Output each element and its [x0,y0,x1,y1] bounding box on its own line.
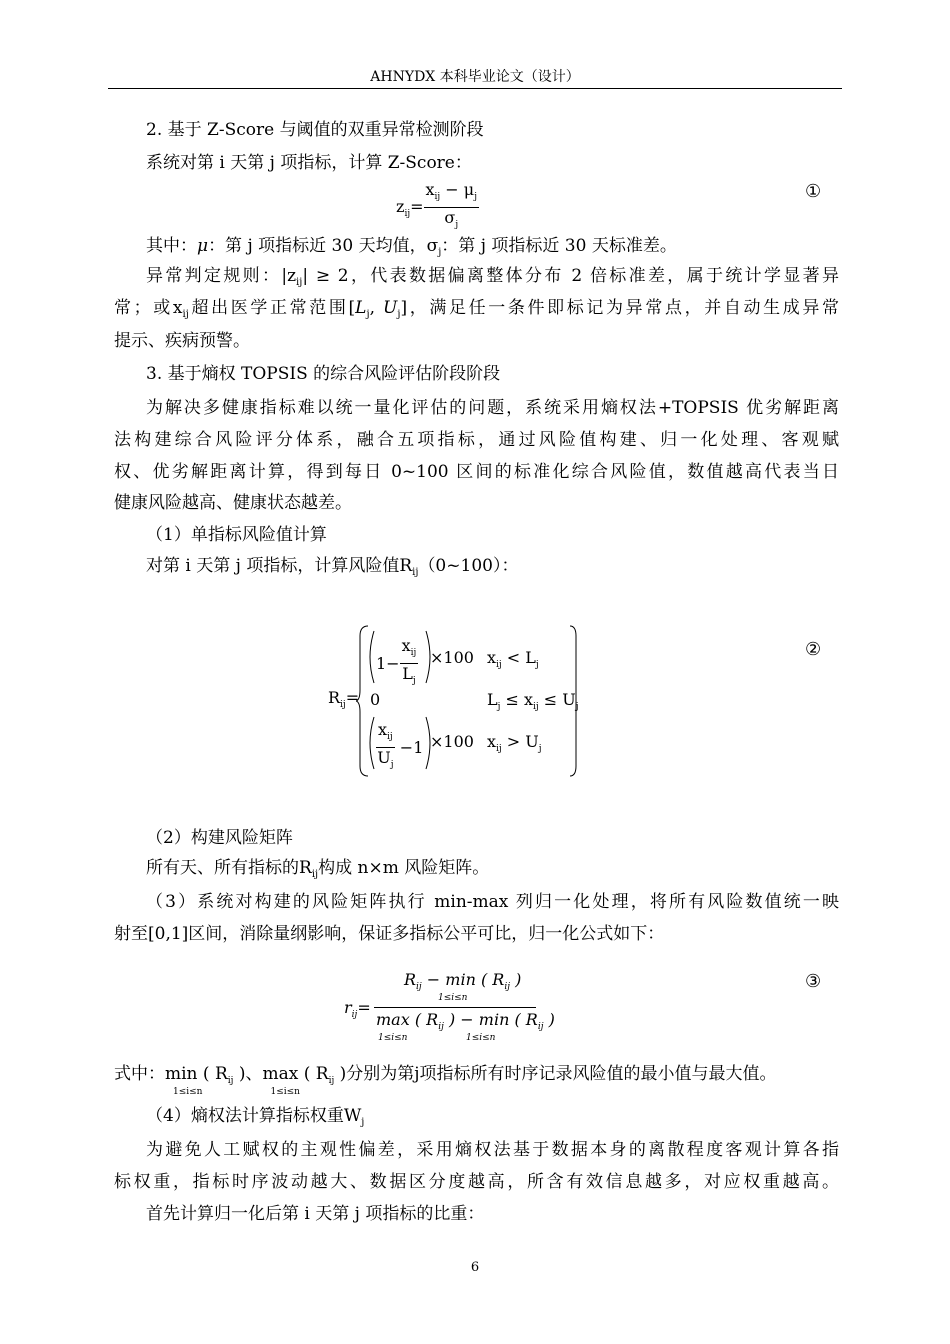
paragraph-line: 所有天、所有指标的$R_{ij}$构成 n×m 风险矩阵。 [146,858,490,880]
paragraph-line: 其中：μ：第 j 项指标近 30 天均值，$\sigma_j$：第 j 项指标近 30 天标准差。 [146,236,677,258]
equation-number-3: ③ [805,971,822,992]
equation-number-1: ① [805,181,822,202]
paragraph-line: 射至[0,1]区间，消除量纲影响，保证多指标公平可比，归一化公式如下： [114,924,665,944]
paragraph-line: 为避免人工赋权的主观性偏差，采用熵权法基于数据本身的离散程度客观计算各指 [146,1140,839,1160]
paragraph-line: 权、优劣解距离计算，得到每日 0~100 区间的标准化综合风险值，数值越高代表当日 [114,462,839,482]
section-heading-3: 3. 基于熵权 TOPSIS 的综合风险评估阶段阶段 [146,364,501,384]
subsection-heading-1: （1）单指标风险值计算 [146,525,327,545]
paragraph-line: 为解决多健康指标难以统一量化评估的问题，系统采用熵权法+TOPSIS 优劣解距离 [146,398,839,418]
subsection-heading-2: （2）构建风险矩阵 [146,828,293,848]
paragraph-line: 对第 i 天第 j 项指标，计算风险值$R_{ij}(0\sim 100)$： [146,556,519,578]
paragraph-line: 法构建综合风险评分体系，融合五项指标，通过风险值构建、归一化处理、客观赋 [114,430,839,450]
section-heading-2: 2. 基于 Z-Score 与阈值的双重异常检测阶段 [146,120,484,140]
header-divider [108,88,842,89]
paragraph-line: 首先计算归一化后第 i 天第 j 项指标的比重： [146,1204,485,1224]
equation-number-2: ② [805,639,822,660]
paragraph-line: 标权重，指标时序波动越大、数据区分度越高，所含有效信息越多，对应权重越高。 [114,1172,839,1192]
paragraph-line: 异常判定规则：$|z_{ij}| \ge 2$，代表数据偏离整体分布 2 倍标准差，属于统计学显著异 [146,266,840,288]
equation-zscore: $z_{ij}=$ $\frac{x_{ij} - \mu_j}{\sigma_j}$ [396,180,477,230]
page-number: 6 [470,1260,480,1275]
page-header: AHNYDX 本科毕业论文（设计） [370,69,580,85]
paragraph-line: 式中：min ( $R_{ij}$ ) 1≤i≤n 、max ( $R_{ij}$ ) 1≤i≤n 分别为第j项指标所有时序记录风险值的最小值与最大值。 [114,1064,777,1097]
paragraph-line: 提示、疾病预警。 [114,331,250,351]
paragraph-line: 常；或$x_{ij}$超出医学正常范围[$L_j$, $U_j$]，满足任一条件即标记为异常点，并自动生成异常 [114,298,840,320]
paragraph-line: 健康风险越高、健康状态越差。 [114,493,352,513]
paragraph-line: 系统对第 i 天第 j 项指标，计算 Z-Score： [146,153,472,173]
subsection-heading-4: （4）熵权法计算指标权重$W_j$ [146,1106,365,1128]
paragraph-line: （3）系统对构建的风险矩阵执行 min-max 列归一化处理，将所有风险数值统一映 [146,892,839,912]
